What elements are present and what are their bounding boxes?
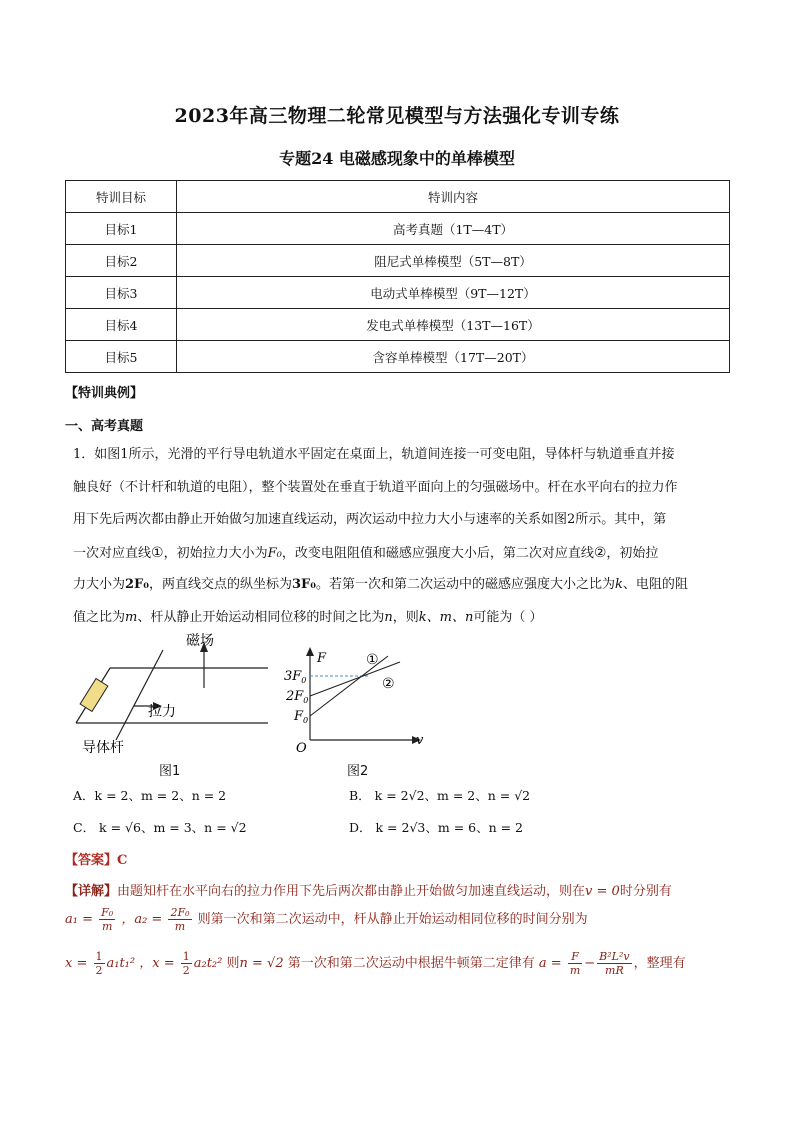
tick-f0 [293, 709, 308, 725]
section-examples: 【特训典例】 [65, 386, 144, 401]
fraction-den: mR [605, 964, 624, 977]
question-line [73, 569, 733, 602]
fraction-num: B²L²v [599, 950, 630, 963]
variable-resistor [80, 679, 108, 712]
text: 力大小为 [73, 577, 126, 592]
table-row [66, 309, 730, 341]
detail-text: 时分别有 [619, 884, 672, 899]
table-cell-goal: 目标1 [66, 213, 177, 245]
fraction-a2 [168, 906, 191, 933]
symbol-3f0: 3F₀ [292, 577, 316, 592]
text: ，初始拉 [606, 545, 659, 561]
fraction-den: 2 [182, 964, 190, 977]
question-line: 1．如图1所示，光滑的平行导电轨道水平固定在桌面上，轨道间连接一可变电阻，导体杆与轨道垂直并接 [73, 447, 675, 462]
table-cell-content: 高考真题（1T—4T） [177, 213, 730, 245]
targets-table [65, 180, 730, 373]
detail-a2: ，a₂ = [121, 912, 163, 927]
table-header-row [66, 181, 730, 213]
answer-value: C [117, 853, 128, 868]
fraction-a1 [99, 906, 115, 933]
table-header-content: 特训内容 [177, 181, 730, 213]
option-d[interactable]: D． k = 2√3、m = 6、n = 2 [349, 820, 524, 835]
figure-2-graph [282, 642, 432, 754]
figure-1-caption: 图1 [159, 764, 181, 779]
answer-line [65, 849, 127, 868]
detail-n-eq: n = √2 [239, 956, 284, 971]
line-two-label: ② [382, 676, 395, 692]
detail-text: 由题知杆在水平向右的拉力作用下先后两次都由静止开始做匀加速直线运动，则在 [117, 884, 586, 899]
origin-label: O [296, 741, 307, 754]
tick-3f0-sub: 0 [301, 676, 307, 685]
table-cell-content: 阻尼式单棒模型（5T—8T） [177, 245, 730, 277]
table-cell-goal: 目标3 [66, 277, 177, 309]
detail-a-eq: a = [538, 956, 562, 971]
symbol-kmn: k、m、n [418, 609, 474, 625]
table-cell-goal: 目标4 [66, 309, 177, 341]
option-c[interactable]: C． k = √6、m = 3、n = √2 [73, 820, 247, 835]
tick-2f0-sub: 0 [303, 696, 309, 705]
table-cell-content: 含容单棒模型（17T—20T） [177, 341, 730, 373]
axis-label-v: v [416, 733, 424, 748]
fraction-half [181, 950, 192, 977]
symbol-k: k [614, 577, 623, 592]
tick-f0-text: F [294, 709, 304, 724]
text: ，初始拉力大小为 [163, 545, 268, 561]
option-a[interactable]: A．k = 2、m = 2、n = 2 [73, 788, 227, 803]
axis-label-f: F [317, 651, 327, 666]
symbol-2f0: 2F₀ [125, 577, 149, 592]
question-line [73, 537, 733, 570]
detail-text: 则第一次和第二次运动中，杆从静止开始运动相同位移的时间分别为 [197, 912, 588, 927]
symbol-n: n [384, 609, 393, 625]
figure-2-caption: 图2 [347, 764, 369, 779]
fraction-f-m [568, 950, 582, 977]
detail-minus: − [584, 956, 596, 971]
tick-2f0-text: 2F [286, 689, 304, 704]
sub-title: 专题24 电磁感现象中的单棒模型 [279, 149, 515, 168]
detail-x1-rest: a₁t₁² [106, 956, 136, 971]
detail-a1: a₁ = [65, 912, 93, 927]
text: ，两直线交点的纵坐标为 [148, 577, 292, 592]
fraction-den: m [174, 920, 186, 933]
option-b[interactable]: B． k = 2√2、m = 2、n = √2 [349, 788, 531, 803]
detail-block [65, 878, 735, 988]
fraction-num: F₀ [101, 906, 114, 919]
fraction-b2l2v [597, 950, 631, 977]
label-pulling-force: 拉力 [148, 704, 176, 720]
table-header-goal: 特训目标 [66, 181, 177, 213]
detail-v0: v = 0 [585, 884, 620, 899]
conductor-rod [116, 650, 163, 740]
detail-x1: x = [65, 956, 88, 971]
tick-f0-sub: 0 [303, 716, 309, 725]
tick-3f0-text: 3F [284, 669, 302, 684]
text: ，改变电阻阻值和磁感应强度大小后，第二次对应直线 [281, 545, 594, 561]
circle-two: ② [593, 544, 607, 561]
table-row [66, 277, 730, 309]
fraction-den: 2 [95, 964, 103, 977]
section-gaokao: 一、高考真题 [65, 419, 144, 434]
fraction-half [94, 950, 105, 977]
question-paragraph [73, 439, 733, 634]
main-title: 2023年高三物理二轮常见模型与方法强化专训专练 [174, 105, 620, 127]
text: 、杆从静止开始运动相同位移的时间之比为 [137, 609, 385, 625]
detail-x2: ，x = [139, 956, 175, 971]
detail-x2-rest: a₂t₂² [193, 956, 223, 971]
text: 一次对应直线 [73, 545, 152, 561]
detail-row-1 [65, 880, 672, 899]
fraction-num: 2F₀ [170, 906, 190, 919]
detail-text: ，整理有 [633, 956, 686, 971]
table-cell-content: 电动式单棒模型（9T—12T） [177, 277, 730, 309]
text: ，则 [392, 609, 419, 625]
table-cell-content: 发电式单棒模型（13T—16T） [177, 309, 730, 341]
detail-row-3 [65, 950, 686, 977]
fraction-num: 1 [95, 950, 103, 963]
y-axis-arrowhead [306, 647, 314, 656]
figure-1-diagram [68, 628, 278, 758]
detail-label: 【详解】 [65, 884, 118, 899]
detail-row-2 [65, 906, 588, 933]
detail-text: 则 [226, 956, 240, 971]
symbol-f0: F₀ [267, 545, 282, 561]
table-cell-goal: 目标2 [66, 245, 177, 277]
circle-one: ① [151, 544, 164, 561]
line-one-label: ① [366, 652, 379, 668]
text: 值之比为 [73, 609, 126, 625]
symbol-m: m [125, 609, 138, 625]
tick-2f0 [285, 689, 308, 705]
question-line: 触良好（不计杆和轨道的电阻），整个装置处在垂直于轨道平面向上的匀强磁场中。杆在水平向右的拉力作 [73, 479, 678, 495]
fraction-den: m [101, 920, 113, 933]
table-cell-goal: 目标5 [66, 341, 177, 373]
label-conductor-rod: 导体杆 [82, 740, 124, 756]
text: 、电阻的阻 [622, 577, 688, 592]
table-row [66, 213, 730, 245]
table-row [66, 245, 730, 277]
detail-text: 第一次和第二次运动中根据牛顿第二定律有 [287, 956, 535, 971]
question-line: 用下先后两次都由静止开始做匀加速直线运动，两次运动中拉力大小与速率的关系如图2所示。其中，第 [73, 512, 667, 527]
text: 。若第一次和第二次运动中的磁感应强度大小之比为 [315, 577, 615, 592]
tick-3f0 [284, 669, 306, 685]
fraction-den: m [569, 964, 581, 977]
fraction-num: 1 [182, 950, 190, 963]
fraction-num: F [568, 950, 582, 964]
answer-label: 【答案】 [65, 853, 118, 868]
text: 可能为（ ） [473, 609, 543, 625]
table-row [66, 341, 730, 373]
label-magnetic-field: 磁场 [186, 633, 214, 649]
